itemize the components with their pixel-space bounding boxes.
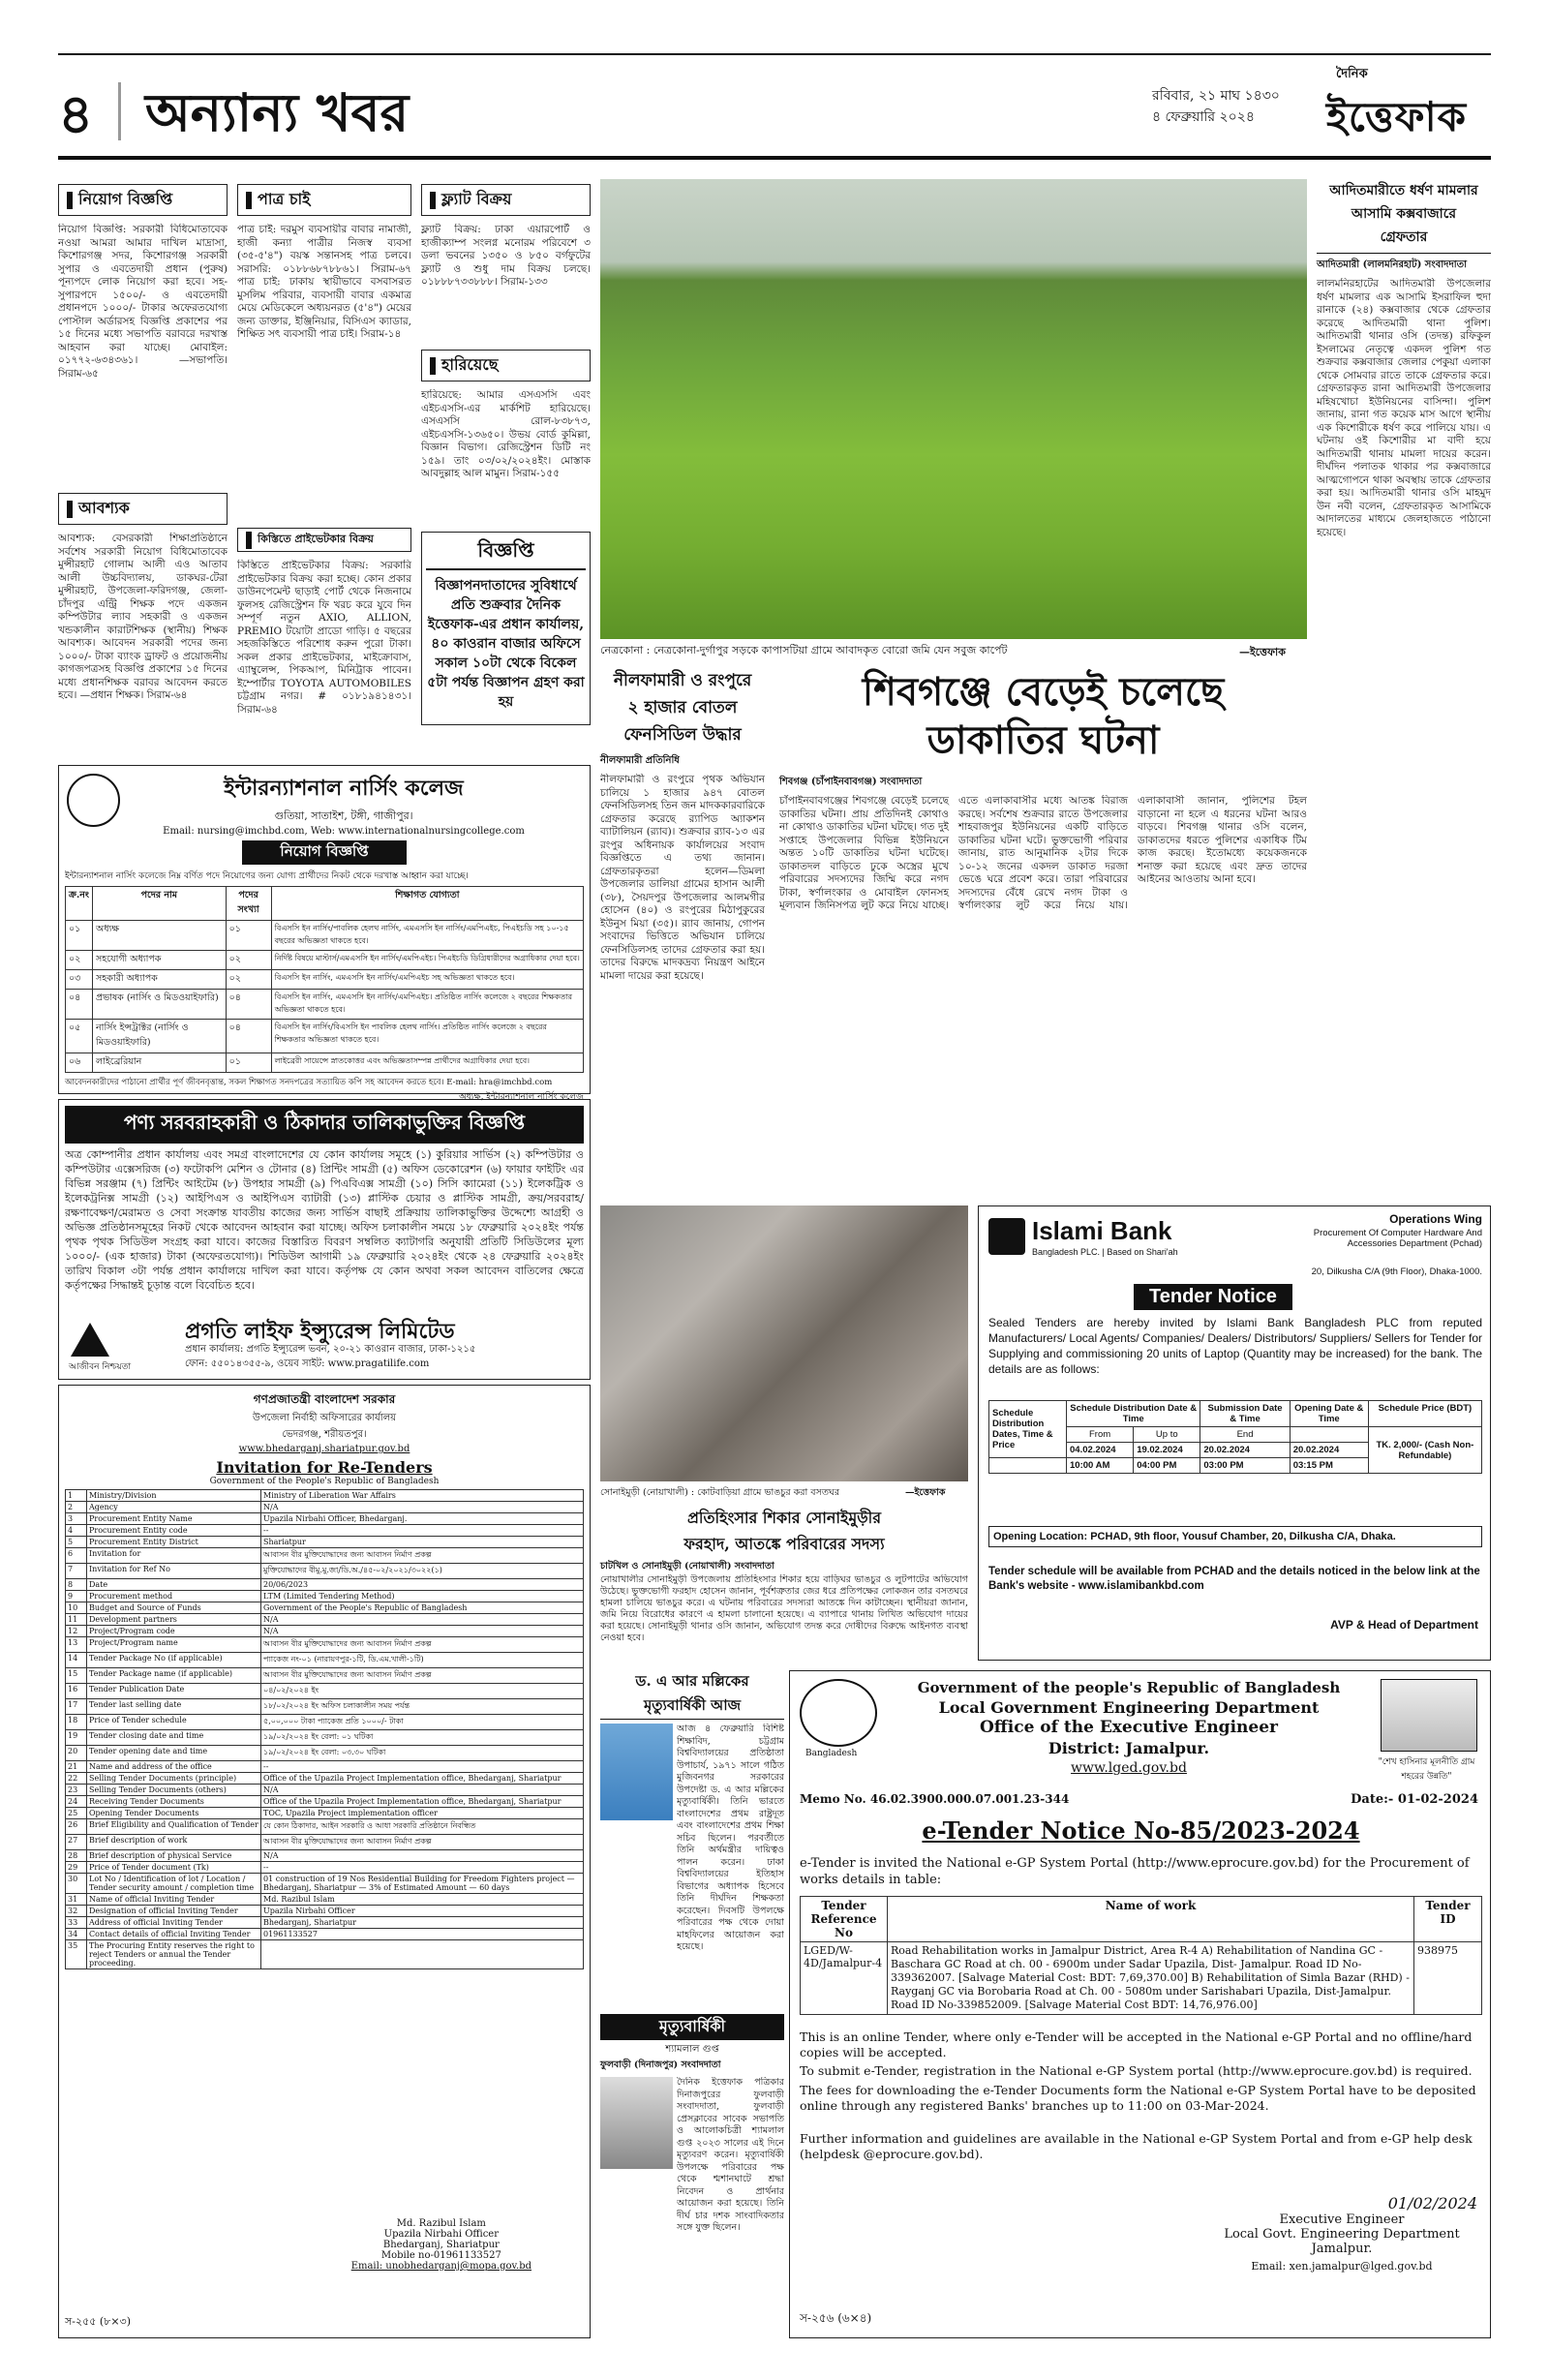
flat-heading: ফ্ল্যাট বিক্রয় bbox=[421, 184, 591, 216]
section-title: অন্যান্য খবর bbox=[145, 81, 410, 143]
rape-byline: আদিতমারী (লালমনিরহাট) সংবাদদাতা bbox=[1317, 259, 1467, 270]
lged-signer1: Executive Engineer bbox=[1279, 2212, 1405, 2227]
table-row: 6 Invitation for আবাসন বীর মুক্তিযোদ্ধাদের জন্য আবাসন নির্মাণ প্রকল্প bbox=[66, 1548, 584, 1564]
niyog-text: নিয়োগ বিজ্ঞপ্তি: সরকারী বিধিমোতাবেক নওয়া আমরা আমার দাখিল মাদ্রাসা, কিশোরগঞ্জ সদর, কিশোরগঞ্জ সরকারী সুপার ও এবতেদায়ী প্রধান (পুরুষ) পূন্যপদে লোক নিয়োগ করা হবে। সহ-সুপারপদে ১৫০০/- ও এবতেদায়ী প্রধানপদে ১০০০/- টাকার অফেরতযোগ্য পোস্টাল অর্ডারসহ বিজ্ঞপ্তি প্রকাশের পর ১৫ দিনের মধ্যে সভাপতি বরাবরে দরখাস্ত আহবান করা যাচ্ছে। মোবাইল: ০১৭৭২-৬৩৪৩৬১। —সভাপতি। সিরাম-৬৫ bbox=[58, 224, 228, 380]
islami-bank-address: 20, Dilkusha C/A (9th Floor), Dhaka-1000. bbox=[1311, 1266, 1482, 1277]
islami-bank-sub: Bangladesh PLC. | Based on Shari'ah bbox=[1032, 1247, 1178, 1257]
table-row: 19 Tender closing date and time ১৯/০২/২০২৪ ইং বেলা: ০১ ঘটিকা bbox=[66, 1730, 584, 1746]
nursing-footer: আবেদনকারীদের পাঠানো প্রার্থীর পূর্ণ জীবনবৃত্তান্ত, সকল শিক্ষাগত সনদপত্রের সত্যায়িত কপি সহ আবেদন করতে হবে। E-mail: hra@imchbd.com bbox=[65, 1078, 553, 1087]
sonaimuri-headline-1: প্রতিহিংসার শিকার সোনাইমুড়ীর bbox=[686, 1509, 882, 1527]
classified-col-3 bbox=[421, 184, 591, 765]
lged-p3: The fees for downloading the e-Tender Documents form the National e-GP System Portal have to be deposited online through any registered Banks' branches up to 11:00 on 03-Mar-2024. bbox=[800, 2083, 1476, 2113]
page-number: ৪ bbox=[58, 82, 94, 146]
lged-email: Email: xen.jamalpur@lged.gov.bd bbox=[1251, 2260, 1433, 2273]
harieche-heading: হারিয়েছে bbox=[421, 350, 591, 381]
nursing-table bbox=[65, 886, 584, 1073]
table-row: 21 Name and address of the office -- bbox=[66, 1761, 584, 1773]
pragati-address: প্রধান কার্যালয়: প্রগতি ইন্স্যুরেন্স ভবন, ২০-২১ কাওরান বাজার, ঢাকা-১২১৫ bbox=[185, 1344, 476, 1355]
table-row: ০৩ সহকারী অধ্যাপক ০২ বিএসসি ইন নার্সিং, এমএসসি ইন নার্সিং/এমপিএইচ সহ অভিজ্ঞতা থাকতে হবে। bbox=[66, 970, 584, 990]
lged-code: স-২৫৬ (৬×৪) bbox=[800, 2311, 872, 2325]
table-row: 2 Agency N/A bbox=[66, 1502, 584, 1513]
rice-photo-credit: —ইত্তেফাক bbox=[1239, 646, 1286, 658]
table-row: 27 Brief description of work আবাসন বীর মুক্তিযোদ্ধাদের জন্য আবাসন নির্মাণ প্রকল্প bbox=[66, 1835, 584, 1850]
lged-intro: e-Tender is invited the National e-GP System Portal (http://www.eprocure.gov.bd) for the Procurement of works details in table: bbox=[800, 1856, 1470, 1887]
bh-signer-place: Bhedarganj, Shariatpur bbox=[382, 2240, 500, 2250]
table-row: ০৬ লাইব্রেরিয়ান ০১ লাইব্রেরী সায়েন্সে স্নাতকোত্তর এবং অভিজ্ঞতাসম্পন্ন প্রার্থীদের অগ্রাধিকার দেয়া হবে। bbox=[66, 1053, 584, 1073]
table-row: 23 Selling Tender Documents (others) N/A bbox=[66, 1785, 584, 1796]
date-english: ৪ ফেব্রুয়ারি ২০২৪ bbox=[1152, 109, 1255, 125]
dakati-headline-1: শিবগঞ্জে বেড়েই চলেছে bbox=[862, 669, 1225, 715]
house-photo-caption: সোনাইমুড়ী (নোয়াখালী) : কোটবাড়িয়া গ্রামে ভাঙচুর করা বসতঘর bbox=[600, 1487, 840, 1498]
islami-bank-signer: AVP & Head of Department bbox=[1330, 1618, 1478, 1632]
abashyak-text: আবশ্যক: বেসরকারী শিক্ষাপ্রতিষ্ঠানে সর্বশেষ সরকারী নিয়োগ বিধিমোতাবেক মুন্সীরহাট গোলাম আলী এও আতাব আলী উচ্চবিদ্যালয়, ডাকঘর-টেরা মুন্সীরহাট, উপজেলা-ফরিদগঞ্জ, জেলা-চাঁদপুর এন্ট্রি শিক্ষক পদে একজন কম্পিউটার ল্যাব সহকারী ও একজন খন্ডকালীন কারাটশিক্ষক (স্থানীয়) শিক্ষক আবশ্যক। আবেদন সরকারী পদের জন্য ১০০০/- টাকা ব্যাংক ড্রাফট ও প্রয়োজনীয় কাগজপত্রসহ বিজ্ঞপ্তি প্রকাশের ১৫ দিনের মধ্যে প্রধানশিক্ষক বরাবর আবেদন করতে হবে। —প্রধান শিক্ষক। সিরাম-৬৪ bbox=[58, 533, 228, 701]
biggapti-heading: বিজ্ঞপ্তি bbox=[426, 536, 586, 570]
date-bangla: রবিবার, ২১ মাঘ ১৪৩০ bbox=[1152, 88, 1280, 104]
bh-gov: গণপ্রজাতন্ত্রী বাংলাদেশ সরকার bbox=[253, 1392, 396, 1406]
house-photo-credit: —ইত্তেফাক bbox=[905, 1487, 946, 1498]
ib-col3: Opening Date & Time bbox=[1290, 1401, 1368, 1427]
patra-heading: পাত্র চাই bbox=[237, 184, 411, 216]
lged-p2: To submit e-Tender, registration in the National e-GP System portal (http://www.eprocure.gov.bd) is required. bbox=[800, 2063, 1473, 2078]
lged-gov: Government of the people's Republic of Bangladesh bbox=[917, 1679, 1341, 1696]
flat-text: ফ্ল্যাট বিক্রয়: ঢাকা এয়ারপোর্ট ও হাজীক্যাম্প সংলগ্ন মনোরম পরিবেশে ৩ ডলা ভবনের ১৩৫০ ও ৮৫০ বর্গফুটের ফ্ল্যাট ও শুধু দাম বিক্রয় চলছে। ০১৮৮৮৭৩৩৮৮৮। সিরাম-১৩৩ bbox=[421, 224, 591, 288]
table-row: 16 Tender Publication Date ০৪/০২/২০২৪ ইং bbox=[66, 1684, 584, 1699]
ib-col2: Submission Date & Time bbox=[1200, 1401, 1290, 1427]
table-row: 12 Project/Program code N/A bbox=[66, 1626, 584, 1637]
ib-end: End bbox=[1200, 1427, 1290, 1443]
ib-d2: 19.02.2024 bbox=[1134, 1443, 1200, 1458]
lged-signature bbox=[1206, 2194, 1477, 2273]
page-header bbox=[58, 53, 1491, 160]
table-row: 28 Brief description of physical Service N/A bbox=[66, 1850, 584, 1862]
table-row: 22 Selling Tender Documents (principle) Office of the Upazila Project Implementation office, Bhedarganj, Shariatpur bbox=[66, 1773, 584, 1785]
bh-title: Invitation for Re-Tenders bbox=[216, 1458, 433, 1477]
biggapti-box bbox=[421, 532, 591, 725]
lged-slogan: "শেখ হাসিনার মূলনীতি গ্রাম শহরের উন্নতি" bbox=[1378, 1757, 1475, 1782]
nursing-notice: নিয়োগ বিজ্ঞপ্তি bbox=[242, 840, 407, 865]
pragati-phone: ফোন: ৫৫০১৪৩৫৫-৯, ওয়েব সাইট: www.pragatilife.com bbox=[185, 1358, 430, 1369]
table-row: 11 Development partners N/A bbox=[66, 1614, 584, 1626]
table-row: 29 Price of Tender document (Tk) -- bbox=[66, 1862, 584, 1874]
pragati-tagline: আজীবন নিশ্চয়তা bbox=[69, 1362, 132, 1372]
lged-memo: Memo No. 46.02.3900.000.07.001.23-344 bbox=[800, 1792, 1070, 1806]
table-row: 10 Budget and Source of Funds Government of the People's Republic of Bangladesh bbox=[66, 1602, 584, 1614]
nursing-address: গুতিয়া, সাতাইশ, টঙ্গী, গাজীপুর। bbox=[274, 809, 413, 822]
bh-office: উপজেলা নির্বাহী অফিসারের কার্যালয় bbox=[252, 1413, 397, 1423]
ib-t4: 03:15 PM bbox=[1290, 1458, 1368, 1474]
table-row: 33 Address of official Inviting Tender Bhedarganj, Shariatpur bbox=[66, 1917, 584, 1929]
obit-mallik-body: আজ ৪ ফেব্রুয়ারি বিশিষ্ট শিক্ষাবিদ, চট্টগ্রাম বিশ্ববিদ্যালয়ের প্রতিষ্ঠাতা উপাচার্য, ১৯৭১ সালে গঠিত মুজিবনগর সরকারের উপদেষ্টা ড. এ আর মল্লিকের মৃত্যুবার্ষিকী। তিনি ভারতে বাংলাদেশের প্রথম রাষ্ট্রদূত এবং বাংলাদেশের প্রথম শিক্ষা সচিব ছিলেন। পরবর্তীতে তিনি অর্থমন্ত্রীর দায়িত্বও পালন করেন। ঢাকা বিশ্ববিদ্যালয়ের ইতিহাস বিভাগের অধ্যাপক হিসেবে তিনি দীর্ঘদিন শিক্ষকতা করেছেন। দিবসটি উপলক্ষে পরিবারের পক্ষ থেকে দোয়া মাহফিলের আয়োজন করা হয়েছে। bbox=[677, 1724, 784, 1952]
islami-bank-logo bbox=[988, 1218, 1025, 1255]
lged-signer2: Local Govt. Engineering Department bbox=[1224, 2227, 1460, 2242]
lged-dept: Local Government Engineering Department bbox=[938, 1698, 1320, 1717]
ib-price: TK. 2,000/- (Cash Non-Refundable) bbox=[1368, 1427, 1481, 1474]
lged-date: Date:- 01-02-2024 bbox=[1351, 1792, 1478, 1807]
obit-gupta-photo bbox=[600, 2077, 673, 2169]
table-row: 32 Designation of official Inviting Tender Upazila Nirbahi Officer bbox=[66, 1906, 584, 1917]
biggapti-text: বিজ্ঞাপনদাতাদের সুবিধার্থে প্রতি শুক্রবার দৈনিক ইত্তেফাক-এর প্রধান কার্যালয়, ৪০ কাওরান বাজার অফিসে সকাল ১০টা থেকে বিকেল ৫টা পর্যন্ত বিজ্ঞাপন গ্রহণ করা হয় bbox=[427, 578, 585, 710]
table-row: ০১ অধ্যক্ষ ০১ বিএসসি ইন নার্সিং/পাবলিক হেলথ নার্সিং, এমএসসি ইন নার্সিং/এমপিএইচ, পিএইচডি সহ ১০-১৫ বছরের অভিজ্ঞতা থাকতে হবে। bbox=[66, 921, 584, 951]
pragati-company: প্রগতি লাইফ ইন্স্যুরেন্স লিমিটেড bbox=[185, 1319, 455, 1344]
harieche-text: হারিয়েছে: আমার এসএসসি এবং এইচএসসি-এর মার্কশিট হারিয়েছে। এসএসসি রোল-৮৩৮৭৩, এইচএসসি-১৩৬৫০। উভয় বোর্ড কুমিল্লা, বিজ্ঞান বিভাগ। রেজিস্ট্রেশন ডিটি নং ১৫৯। তাং ০৩/০২/২০২৪ইং। মোস্তাক আবদুল্লাহ আল মামুন। সিরাম-১৫৫ bbox=[421, 389, 591, 479]
lged-title: e-Tender Notice No-85/2023-2024 bbox=[922, 1816, 1360, 1845]
islami-bank-wing: Operations Wing bbox=[1389, 1212, 1482, 1226]
lged-p4: Further information and guidelines are available in the National e-GP System Portal and from e-GP help desk (helpdesk @eprocure.gov.bd). bbox=[800, 2131, 1473, 2161]
ib-d4: 20.02.2024 bbox=[1290, 1443, 1368, 1458]
table-row: 20 Tender opening date and time ১৯/০২/২০২৪ ইং বেলা: ০৩.৩০ ঘটিকা bbox=[66, 1746, 584, 1761]
sonaimuri-body: নোয়াখালীর সোনাইমুড়ী উপজেলায় প্রতিহিংসার শিকার হয়ে বাড়িঘর ভাঙচুর ও লুটপাটের অভিযোগ উঠেছে। ভুক্তভোগী ফরহাদ হোসেন জানান, পূর্বশত্রুতার জের ধরে প্রতিপক্ষের লোকজন তার বসতঘরে হামলা চালিয়ে ভাঙচুর করে। এ ঘটনায় পরিবারের সদস্যরা আতঙ্কে দিন কাটাচ্ছেন। স্থানীয়রা জানান, জমি নিয়ে বিরোধের কারণে এ হামলা চালানো হয়েছে। এ ব্যাপারে থানায় লিখিত অভিযোগ দায়ের করা হয়েছে। সোনাইমুড়ী থানার ওসি জানান, অভিযোগ তদন্ত করে দোষীদের বিরুদ্ধে আইনগত ব্যবস্থা নেওয়া হবে। bbox=[600, 1574, 968, 1643]
bh-signer-name: Md. Razibul Islam bbox=[396, 2218, 486, 2229]
table-row: 3 Procurement Entity Name Upazila Nirbahi Officer, Bhedarganj. bbox=[66, 1513, 584, 1525]
table-row: 17 Tender last selling date ১৮/০২/২০২৪ ইং অফিস চলাকালীন সময় পর্যন্ত bbox=[66, 1699, 584, 1715]
nursing-signer: অধ্যক্ষ, ইন্টারন্যাশনাল নার্সিং কলেজ bbox=[458, 1092, 584, 1102]
lged-col-ref: Tender Reference No bbox=[801, 1897, 888, 1942]
table-row: 31 Name of official Inviting Tender Md. Razibul Islam bbox=[66, 1894, 584, 1906]
rape-headline-1: আদিতমারীতে ধর্ষণ মামলার bbox=[1329, 183, 1478, 198]
dakati-headline-2: ডাকাতির ঘটনা bbox=[926, 717, 1160, 763]
table-row: LGED/W-4D/Jamalpur-4 Road Rehabilitation works in Jamalpur District, Area R-4 A) Rehabilitation of Nandina GC - Baschara GC Road at ch. 00 - 6900m under Sadar Upazila, Dist- Jamalpur. Road ID No-339362007. [Salvage Material Cost: BDT: 7,69,370.00] B) Rehabilitation of Simla Bazar (RHD) - Rayganj GC via Borobaria Road at Ch. 00 - 5080m under Sarishabari Upazila, Dist-Jamalpur. Road ID No-339852009. [Salvage Material Cost BDT: 14,76,976.00] 938975 bbox=[801, 1942, 1482, 2015]
col-count: পদের সংখ্যা bbox=[226, 887, 271, 921]
bottle-headline-3: ফেনসিডিল উদ্ধার bbox=[623, 725, 742, 745]
rape-news bbox=[1317, 179, 1491, 963]
bottle-body: নীলফামারী ও রংপুরে পৃথক অভিযান চালিয়ে ১ হাজার ৯৪৭ বোতল ফেনসিডিলসহ তিন জন মাদককারবারিকে গ্রেফতার করেছে র‌্যাপিড অ্যাকশন ব্যাটালিয়ন (র‌্যাব)। শুক্রবার র‌্যাব-১৩ এর রংপুর অধিনায়ক কার্যালয়ের সংবাদ বিজ্ঞপ্তিতে এ তথ্য জানান। গ্রেফতারকৃতরা হলেন—ডিমলা উপজেলার ডালিয়া গ্রামের হাসান আলী (৩৮), সৈয়দপুর উপজেলার আলমগীর হোসেন (৪০) ও রংপুরের মিঠাপুকুরের ইউনুস মিয়া (৩৫)। র‌্যাব জানায়, গোপন সংবাদের ভিত্তিতে অভিযান চালিয়ে ফেনসিডিলসহ তাদের গ্রেফতার করা হয়। তাদের বিরুদ্ধে মাদকদ্রব্য নিয়ন্ত্রণ আইনে মামলা দায়ের করা হয়েছে। bbox=[600, 774, 765, 982]
masthead-brand: ইত্তেফাক bbox=[1326, 93, 1468, 140]
dakati-body: চাঁপাইনবাবগঞ্জের শিবগঞ্জে বেড়েই চলেছে ডাকাতির ঘটনা। প্রায় প্রতিদিনই কোথাও না কোথাও ডাকাতির ঘটনা ঘটছে। গত দুই সপ্তাহে উপজেলার বিভিন্ন ইউনিয়নে অন্তত ১০টি ডাকাতির ঘটনা ঘটেছে। ডাকাতদল বাড়িতে ঢুকে অস্ত্রের মুখে পরিবারের সদস্যদের জিম্মি করে নগদ টাকা, স্বর্ণালংকার ও মোবাইল ফোনসহ মূল্যবান জিনিসপত্র লুট করে নিয়ে যাচ্ছে। এতে এলাকাবাসীর মধ্যে আতঙ্ক বিরাজ করছে। সর্বশেষ শুক্রবার রাতে উপজেলার শাহবাজপুর ইউনিয়নের একটি বাড়িতে ডাকাতির ঘটনা ঘটে। ভুক্তভোগী পরিবার জানায়, রাত আনুমানিক ২টার দিকে ১০-১২ জনের একদল ডাকাত দরজা ভেঙে ঘরে প্রবেশ করে। তারা পরিবারের সদস্যদের বেঁধে রেখে নগদ টাকা ও স্বর্ণালংকার লুট করে নিয়ে যায়। এলাকাবাসী জানান, পুলিশের টহল বাড়ানো না হলে এ ধরনের ঘটনা আরও বাড়বে। শিবগঞ্জ থানার ওসি বলেন, ডাকাতদের ধরতে পুলিশের একাধিক টিম কাজ করছে। ইতোমধ্যে কয়েকজনকে শনাক্ত করা হয়েছে এবং দ্রুত তাদের আইনের আওতায় আনা হবে। bbox=[779, 795, 1307, 911]
bottle-headline-2: ২ হাজার বোতল bbox=[627, 698, 738, 717]
table-row: ০৫ নার্সিং ইন্সট্রাক্টর (নার্সিং ও মিডওয়াইফারি) ০৪ বিএসসি ইন নার্সিং/বিএসসি ইন পাবলিক হেলথ নার্সিং। প্রতিষ্ঠিত নার্সিং কলেজে ২ বছরের শিক্ষকতার অভিজ্ঞতা থাকতে হবে। bbox=[66, 1020, 584, 1053]
ib-col4: Schedule Price (BDT) bbox=[1368, 1401, 1481, 1427]
obit-gupta-title: মৃত্যুবার্ষিকী bbox=[600, 2014, 784, 2040]
nursing-intro: ইন্টারন্যাশনাল নার্সিং কলেজে নিম্ন বর্ণিত পদে নিয়োগের জন্য যোগ্য প্রার্থীদের নিকট থেকে দরখাস্ত আহ্বান করা যাচ্ছে। bbox=[65, 871, 469, 881]
patra-text: পাত্র চাই: দরমুস ব্যবসায়ীর বাবার নামাজী, হাজী কন্যা পাত্রীর নিজস্ব ব্যবসা (৩৫-৫'৪") বয়স্ক সন্তানসহ পাত্র চলবে। সরাসরি: ০১৮৮৬৮৭৮৮৬১। সিরাম-৬৭ পাত্র চাই: ঢাকায় স্থায়ীভাবে বসবাসরত মুসলিম পরিবার, ব্যবসায়ী বাবার একমাত্র মেয়ে মেডিকেলে অধ্যয়নরত (৫'৪") মেয়ের জন্য ডাক্তার, ইঞ্জিনিয়ার, বিসিএস ক্যাডার, শিক্ষিত সৎ ব্যবসায়ী পাত্র চাই। সিরাম-১৪ bbox=[237, 224, 411, 340]
table-row: 26 Brief Eligibility and Qualification of Tender যে কোন ঠিকাদার, আইন সরকারি ও আধা সরকারি প্রতিষ্ঠানে নিবন্ধিত bbox=[66, 1819, 584, 1835]
ib-row-label: Schedule Distribution Dates, Time & Price bbox=[989, 1401, 1067, 1458]
pragati-title: পণ্য সরবরাহকারী ও ঠিকাদার তালিকাভুক্তির বিজ্ঞপ্তি bbox=[65, 1106, 584, 1144]
obit-mallik-h2: মৃত্যুবার্ষিকী আজ bbox=[600, 1694, 784, 1720]
pragati-ad bbox=[58, 1099, 591, 1380]
table-row: 5 Procurement Entity District Shariatpur bbox=[66, 1537, 584, 1548]
masthead-small: দৈনিক bbox=[1336, 67, 1368, 81]
ib-upto: Up to bbox=[1134, 1427, 1200, 1443]
table-row: 24 Receiving Tender Documents Office of the Upazila Project Implementation office, Bhedarganj, Shariatpur bbox=[66, 1796, 584, 1808]
bh-table bbox=[65, 1489, 584, 1969]
obit-mallik-h1: ড. এ আর মল্লিকের bbox=[635, 1672, 749, 1690]
rice-photo-caption: নেত্রকোনা : নেত্রকোনা-দুর্গাপুর সড়কে কাপাসটিয়া গ্রামে আবাদকৃত বোরো জমি যেন সবুজ কার্পেট bbox=[600, 644, 1008, 656]
table-row: 4 Procurement Entity code -- bbox=[66, 1525, 584, 1537]
table-row: 25 Opening Tender Documents TOC, Upazila Project implementation officer bbox=[66, 1808, 584, 1819]
bottle-headline-1: নীলফামারী ও রংপুরে bbox=[613, 671, 752, 690]
col-sl: ক্র.নং bbox=[66, 887, 93, 921]
table-row: 35 The Procuring Entity reserves the right to reject Tenders or annual the Tender proceeding. bbox=[66, 1940, 584, 1969]
masthead-logo bbox=[1326, 65, 1491, 147]
ib-t3: 03:00 PM bbox=[1200, 1458, 1290, 1474]
pragati-logo bbox=[71, 1318, 109, 1357]
islami-bank-dept: Procurement Of Computer Hardware And Accessories Department (Pchad) bbox=[1313, 1228, 1482, 1249]
dakati-news bbox=[779, 668, 1307, 1196]
obit-gupta bbox=[600, 2014, 784, 2334]
pragati-body: অত্র কোম্পানীর প্রধান কার্যালয় এবং সমগ্র বাংলাদেশের যে কোন কার্যালয় সমূহে (১) কুরিয়ার সার্ভিস (২) কম্পিউটার ও কম্পিউটার এক্সেসরিজ (৩) ফটোকপি মেশিন ও টোনার (৪) প্রিন্টিং সামগ্রী (৫) অফিস ডেকোরেশন (৬) ফায়ার ফাইটিং এর বিভিন্ন সরঞ্জাম (৭) প্রিন্টিং আইটেম (৮) উপহার সামগ্রী (৯) পিএবিএক্স সামগ্রী (১০) সিসি ক্যামেরা (১১) ইলেকট্রিক ও ইলেকট্রনিক্স সামগ্রী (১২) আইপিএস ও আইপিএস ব্যাটারী (১৩) প্লাস্টিক চেয়ার ও প্লাস্টিক সামগ্রী, ক্রয়/সরবরাহ/রক্ষণাবেক্ষণ/মেরামত ও সেবা সংক্রান্ত যাবতীয় কাজের জন্য সার্ভিস বাছাই প্রক্রিয়ায় তালিকাভুক্তির উদ্দেশ্যে আগ্রহী ও অভিজ্ঞ প্রতিষ্ঠানসমূহের নিকট থেকে আবেদন আহবান করা যাচ্ছে। অফিস চলাকালীন সময়ে ১৮ ফেব্রুয়ারি ২০২৪ইং পর্যন্ত পৃথক পৃথক সিডিউল সংগ্রহ করা যাবে। কাজের বিস্তারিত বিবরণ সম্বলিত ক্যাটাগরি অনুযায়ী প্রতিটি সিডিউলের মূল্য ১০০০/- (এক হাজার) টাকা (অফেরতযোগ্য)। শিডিউল আগামী ১৯ ফেব্রুয়ারি ২০২৪ইং থেকে ২৪ ফেব্রুয়ারি ২০২৪ইং তারিখ বিকাল ৩টা পর্যন্ত প্রধান কার্যালয়ে দাখিল করা যাবে। কর্তৃপক্ষ যে কোন অথবা সকল আবেদন বাতিলের ক্ষেত্রে কর্তৃপক্ষের সিদ্ধান্তই চূড়ান্ত বলে বিবেচিত হবে। bbox=[65, 1148, 584, 1292]
sonaimuri-byline: চাটখিল ও সোনাইমুড়ী (নোয়াখালী) সংবাদদাতা bbox=[600, 1561, 774, 1571]
table-row: 1 Ministry/Division Ministry of Liberation War Affairs bbox=[66, 1490, 584, 1502]
classified-col-2 bbox=[237, 184, 411, 765]
table-row: 8 Date 20/06/2023 bbox=[66, 1579, 584, 1591]
table-row: 15 Tender Package name (if applicable) আবাসন বীর মুক্তিযোদ্ধাদের জন্য আবাসন নির্মাণ প্রকল্প bbox=[66, 1668, 584, 1684]
bottle-byline: নীলফামারী প্রতিনিধি bbox=[600, 755, 680, 766]
sonaimuri-headline-2: ফরহাদ, আতঙ্কে পরিবারের সদস্য bbox=[683, 1535, 885, 1553]
bottle-news bbox=[600, 668, 765, 1196]
classified-col-1 bbox=[58, 184, 228, 765]
obit-mallik bbox=[600, 1670, 784, 2009]
islami-bank-table bbox=[988, 1400, 1482, 1474]
sonaimuri-news bbox=[600, 1506, 968, 1661]
bh-web: www.bhedarganj.shariatpur.gov.bd bbox=[238, 1444, 410, 1454]
bh-signer-email: Email: unobhedarganj@mopa.gov.bd bbox=[350, 2261, 532, 2272]
table-row: 13 Project/Program name আবাসন বীর মুক্তিযোদ্ধাদের জন্য আবাসন নির্মাণ প্রকল্প bbox=[66, 1637, 584, 1653]
obit-gupta-name: শ্যামলাল গুপ্ত bbox=[665, 2044, 719, 2055]
lged-portrait bbox=[1381, 1679, 1477, 1752]
table-row: 34 Contact details of official Inviting Tender 01961133527 bbox=[66, 1929, 584, 1940]
ib-col1: Schedule Distribution Date & Time bbox=[1067, 1401, 1200, 1427]
niyog-heading: নিয়োগ বিজ্ঞপ্তি bbox=[58, 184, 228, 216]
nursing-title: ইন্টারন্যাশনাল নার্সিং কলেজ bbox=[224, 776, 464, 801]
obit-gupta-byline: ফুলবাড়ী (দিনাজপুর) সংবাদদাতা bbox=[600, 2060, 721, 2070]
nursing-ad bbox=[58, 765, 591, 1102]
rape-body: লালমনিরহাটের আদিতমারী উপজেলার ধর্ষণ মামলার এক আসামি ইসরাফিল হুদা রানাকে (২৪) কক্সবাজার থেকে গ্রেফতার করেছে আদিতমারী থানা পুলিশ। আদিতমারী থানার ওসি (তদন্ত) রফিকুল ইসলামের নেতৃত্বে একদল পুলিশ গত শুক্রবার কক্সবাজার জেলার পেকুয়া এলাকা থেকে সোমবার রাতে তাকে গ্রেফতার করে। গ্রেফতারকৃত রানা আদিতমারী উপজেলার মহিষখোচা ইউনিয়নের বাসিন্দা। পুলিশ জানায়, রানা গত কয়েক মাস আগে স্থানীয় এক কিশোরীকে ধর্ষণ করে পালিয়ে যায়। এ ঘটনায় ওই কিশোরীর মা বাদী হয়ে আদিতমারী থানায় মামলা দায়ের করেন। দীর্ঘদিন পলাতক থাকার পর কক্সবাজারে আত্মগোপনে থাকা অবস্থায় তাকে গ্রেফতার করা হয়। আদিতমারী থানার ওসি মাহমুদ উন নবী বলেন, গ্রেফতারকৃত আসামিকে আদালতের মাধ্যমে জেলহাজতে পাঠানো হয়েছে। bbox=[1317, 278, 1491, 538]
lged-p1: This is an online Tender, where only e-Tender will be accepted in the National e-GP Portal and no offline/hard copies will be accepted. bbox=[800, 2029, 1473, 2060]
ib-t1: 10:00 AM bbox=[1067, 1458, 1134, 1474]
dakati-byline: শিবগঞ্জ (চাঁপাইনবাবগঞ্জ) সংবাদদাতা bbox=[779, 777, 923, 787]
ib-d3: 20.02.2024 bbox=[1200, 1443, 1290, 1458]
bh-signature bbox=[351, 2218, 532, 2272]
rape-headline-2: আসামি কক্সবাজারে bbox=[1351, 206, 1457, 222]
lged-signer3: Jamalpur. bbox=[1311, 2242, 1373, 2256]
bh-code: স-২৫৫ (৮×৩) bbox=[65, 2315, 131, 2328]
nursing-contact: Email: nursing@imchbd.com, Web: www.internationalnursingcollege.com bbox=[163, 826, 525, 837]
bhedarganj-tender bbox=[58, 1385, 591, 2338]
lged-col-id: Tender ID bbox=[1414, 1897, 1482, 1942]
bh-subtitle: Government of the People's Republic of Bangladesh bbox=[209, 1477, 440, 1486]
rape-headline-3: গ্রেফতার bbox=[1317, 226, 1491, 254]
islami-bank-opening: Opening Location: PCHAD, 9th floor, Yousuf Chamber, 20, Dilkusha C/A, Dhaka. bbox=[988, 1526, 1482, 1547]
table-row: ০২ সহযোগী অধ্যাপক ০২ নির্দিষ্ট বিষয়ে মাস্টার্স/এমএসসি ইন নার্সিং/এমপিএইচ। পিএইচডি ডিগ্রিধারীদের অগ্রাধিকার দেয়া হবে। bbox=[66, 951, 584, 970]
lged-logo bbox=[800, 1679, 877, 1747]
nursing-logo bbox=[67, 774, 120, 827]
bh-signer-mobile: Mobile no-01961133527 bbox=[380, 2250, 501, 2261]
lged-table bbox=[800, 1896, 1482, 2015]
abashyak-heading: আবশ্যক bbox=[58, 493, 228, 525]
lged-office: Office of the Executive Engineer bbox=[980, 1718, 1278, 1737]
col-qualification: শিক্ষাগত যোগ্যতা bbox=[271, 887, 583, 921]
islami-bank-body: Sealed Tenders are hereby invited by Islami Bank Bangladesh PLC from reputed Manufacturers/ Local Agents/ Companies/ Dealers/ Distributors/ Suppliers/ Sellers for Tender for Supplying and commissioning 20 units of Laptop (Quantity may be increased) for the bank. The details are as follows: bbox=[988, 1316, 1482, 1376]
obit-gupta-body: দৈনিক ইত্তেফাক পত্রিকার দিনাজপুরের ফুলবাড়ী সংবাদদাতা, ফুলবাড়ী প্রেসক্লাবের সাবেক সভাপতি ও আলোকচিত্রী শ্যামলাল গুপ্ত ২০২৩ সালের এই দিনে মৃত্যুবরণ করেন। মৃত্যুবার্ষিকী উপলক্ষে পরিবারের পক্ষ থেকে শ্মশানঘাটে শ্রদ্ধা নিবেদন ও প্রার্থনার আয়োজন করা হয়েছে। তিনি দীর্ঘ চার দশক সাংবাদিকতার সঙ্গে যুক্ত ছিলেন। bbox=[677, 2077, 784, 2233]
bh-place: ভেদরগঞ্জ, শরীয়তপুর। bbox=[282, 1429, 367, 1440]
col-post: পদের নাম bbox=[93, 887, 227, 921]
lged-district: District: Jamalpur. bbox=[1048, 1739, 1210, 1757]
rice-field-photo bbox=[600, 179, 1307, 639]
islami-bank-ad bbox=[978, 1205, 1491, 1661]
house-photo bbox=[600, 1205, 968, 1481]
table-row: 14 Tender Package No (if applicable) প্যাকেজ নং-০১ (নারায়ণপুর-১টি, ডি.এম.খালী-১টি) bbox=[66, 1653, 584, 1668]
table-row: 18 Price of Tender schedule ৫,০০,০০০ টাকা প্যাকেজ প্রতি ১০০০/- টাকা bbox=[66, 1715, 584, 1730]
islami-bank-note: Tender schedule will be available from PCHAD and the details noticed in the below link at the Bank's website - www.islamibankbd.com bbox=[988, 1566, 1480, 1592]
lged-logo-text: Bangladesh bbox=[805, 1749, 858, 1758]
table-row: 9 Procurement method LTM (Limited Tendering Method) bbox=[66, 1591, 584, 1602]
ib-d1: 04.02.2024 bbox=[1067, 1443, 1134, 1458]
ib-from: From bbox=[1067, 1427, 1134, 1443]
table-row: ০৪ প্রভাষক (নার্সিং ও মিডওয়াইফারি) ০৪ বিএসসি ইন নার্সিং, এমএসসি ইন নার্সিং/এমপিএইচ। প্রতিষ্ঠিত নার্সিং কলেজে ২ বছরের শিক্ষকতার অভিজ্ঞতা থাকতে হবে। bbox=[66, 990, 584, 1020]
islami-bank-brand: Islami Bank bbox=[1032, 1216, 1172, 1245]
bh-signer-title: Upazila Nirbahi Officer bbox=[383, 2229, 499, 2240]
kisti-text: কিস্তিতে প্রাইভেটকার বিক্রয়: সরকারি প্রাইভেটকার বিক্রয় করা হচ্ছে। কোন প্রকার ডাউনপেমেন্ট ছাড়াই পোর্ট থেকে নিজনামে ফুলসহ রেজিস্ট্রেশন ফি খরচ করে যুবে দিন সম্পূর্ণ নতুন AXIO, ALLION, PREMIO টয়োটা প্রাডো গাড়ি। ৫ বছরের সহজকিস্তিতে পরিশোধ করুন পুরো টাকা। সকল প্রকার প্রাইভেটকার, মাইক্রোবাস, এ্যাম্বুলেন্স, পিকআপ, মিনিট্রাক পাবেন। ইম্পোর্টার TOYOTA AUTOMOBILES চট্টগ্রাম নগর। # ০১৮১৯৪১৪৩১। সিরাম-৬৪ bbox=[237, 560, 411, 716]
kisti-heading: কিস্তিতে প্রাইভেটকার বিক্রয় bbox=[237, 528, 411, 552]
table-row: 7 Invitation for Ref No মুক্তিযোদ্ধাদের বীমু.মু.জা/ডি.অ./৪৫-০২/২০২১/৩০২২(১) bbox=[66, 1564, 584, 1579]
lged-col-work: Name of work bbox=[888, 1897, 1414, 1942]
header-divider bbox=[118, 82, 121, 140]
lged-sig-date: 01/02/2024 bbox=[1387, 2194, 1477, 2212]
ib-t2: 04:00 PM bbox=[1134, 1458, 1200, 1474]
obit-mallik-photo bbox=[600, 1724, 673, 1820]
lged-tender bbox=[789, 1670, 1491, 2338]
lged-web: www.lged.gov.bd bbox=[1071, 1760, 1187, 1776]
table-row: 30 Lot No / Identification of lot / Location / Tender security amount / completion time 01 construction of 19 Nos Residential Building for Freedom Fighters project — Bhedarganj, Shariatpur — 3% of Estimated Amount — 60 days bbox=[66, 1874, 584, 1894]
islami-bank-title: Tender Notice bbox=[1134, 1284, 1292, 1310]
